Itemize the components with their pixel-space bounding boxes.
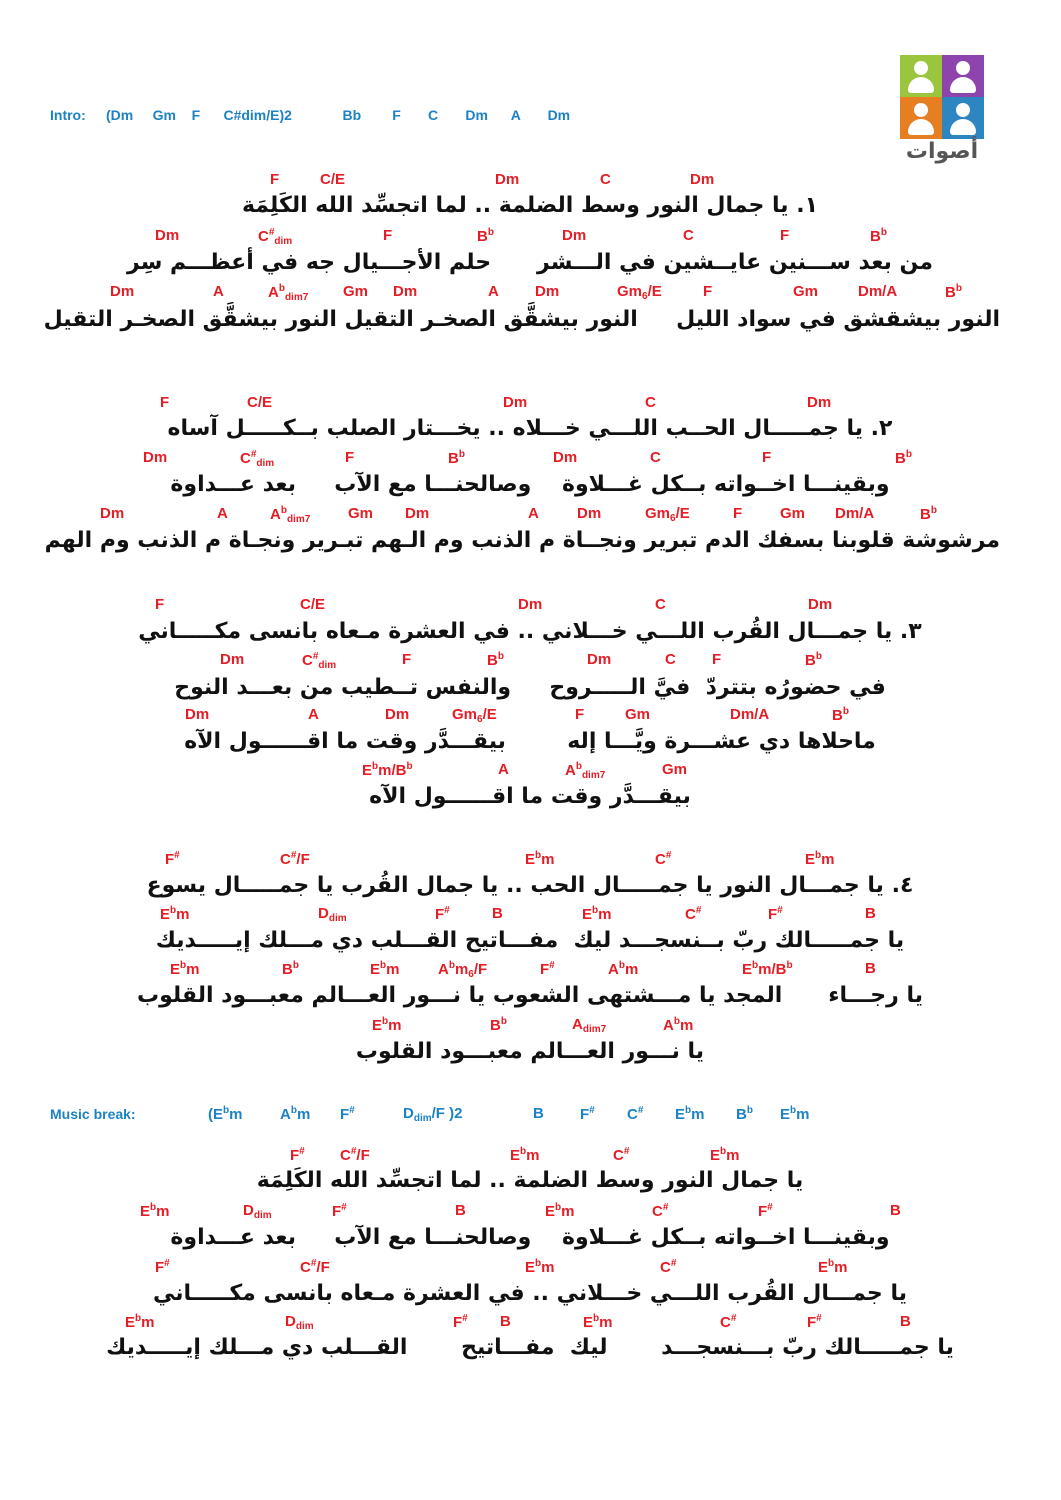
lyric-line: من بعد ســـنين عايــشين في الـــشر حلم الأجـــيال جه في أعظـــم سِر xyxy=(127,250,933,275)
chord: $B^b$ xyxy=(487,651,504,669)
chord: $C^{\#}_{dim}$ xyxy=(302,651,337,671)
chord: $E^bm$ xyxy=(370,960,400,978)
chord: $A^bm_6/F$ xyxy=(438,960,488,980)
chord: Dm xyxy=(503,394,528,411)
chord: $E^bm$ xyxy=(675,1105,705,1123)
chord: B xyxy=(455,1202,466,1219)
chord: C/E xyxy=(300,596,326,613)
lyric-line: ماحلاها دي عشـــرة ويَّـــا إله بيقـــدَّر وقت ما اقــــــول الآه xyxy=(184,729,876,754)
chord: B xyxy=(500,1313,511,1330)
chord: $E^bm$ xyxy=(372,1016,402,1034)
chord: $D_{dim}/F$ )2 xyxy=(403,1105,463,1124)
chord: $E^bm$ xyxy=(510,1146,540,1164)
lyric-line: ١. يا جمال النور وسط الضلمة .. لما اتجسِّد الله الكَلِمَة xyxy=(241,193,819,218)
chord: $Gm_6/E$ xyxy=(645,505,690,524)
chord: B xyxy=(492,905,503,922)
chord: Dm xyxy=(110,283,135,300)
chord: F xyxy=(762,449,772,466)
chord: $A^b_{dim7}$ xyxy=(270,505,311,525)
chord: Dm xyxy=(562,227,587,244)
chord: Gm xyxy=(793,283,819,300)
chord: $A^bm$ xyxy=(608,960,639,978)
chord: F xyxy=(575,706,585,723)
chord: F xyxy=(155,596,165,613)
chord: B xyxy=(533,1105,544,1122)
chord: $D_{dim}$ xyxy=(285,1313,314,1332)
chord: A xyxy=(308,706,319,723)
chord: $A^bm$ xyxy=(663,1016,694,1034)
chord: C# xyxy=(685,905,702,923)
chord: Gm xyxy=(348,505,374,522)
chord: Dm xyxy=(690,171,715,188)
chord: $E^bm$ xyxy=(160,905,190,923)
chord: Gm xyxy=(625,706,651,723)
chord: $E^bm$ xyxy=(583,1313,613,1331)
chord: C# xyxy=(652,1202,669,1220)
chord: $B^b$ xyxy=(477,227,494,245)
chord: $B^b$ xyxy=(832,706,849,724)
chord: C/E xyxy=(247,394,273,411)
chord: F# xyxy=(580,1105,595,1123)
chord: $B^b$ xyxy=(920,505,937,523)
chord: Gm xyxy=(343,283,369,300)
chord: C xyxy=(650,449,661,466)
chord: A xyxy=(498,761,509,778)
chord: F# xyxy=(340,1105,355,1123)
chord: F# xyxy=(165,850,180,868)
chord: $A^b_{dim7}$ xyxy=(565,761,606,781)
chord: F# xyxy=(807,1313,822,1331)
chord: F xyxy=(383,227,393,244)
chord: ($E^bm$ xyxy=(208,1105,243,1123)
lyric-line: يا جمـــــالك ربّ بــنسجـــد ليك مفـــاتيح القـــلب دي مـــلك إيـــــديك xyxy=(155,928,905,953)
chord: C# xyxy=(660,1258,677,1276)
chord: C xyxy=(655,596,666,613)
chord: Dm xyxy=(553,449,578,466)
chord: A xyxy=(528,505,539,522)
lyric-line: وبقينـــا اخــواته بــكل غـــلاوة وصالحنـــا مع الآب بعد عـــداوة xyxy=(170,1225,890,1250)
chord: C xyxy=(645,394,656,411)
chord: F# xyxy=(453,1313,468,1331)
chord: $B^b$ xyxy=(282,960,299,978)
chord: Dm/A xyxy=(858,283,898,300)
chord: F xyxy=(160,394,170,411)
lyric-line: مرشوشة قلوبنا بسفك الدم تبرير ونجــاة م الذنب وم الـهم تبـرير ونجـاة م الذنب وم الهم xyxy=(44,528,1000,553)
chord: $A^b_{dim7}$ xyxy=(268,283,309,303)
chord: Dm xyxy=(185,706,210,723)
chord: B xyxy=(900,1313,911,1330)
chord: C xyxy=(665,651,676,668)
chord: Gm xyxy=(662,761,688,778)
chord: Dm xyxy=(143,449,168,466)
chord: A xyxy=(488,283,499,300)
chord: $E^bm$ xyxy=(125,1313,155,1331)
chord: $D_{dim}$ xyxy=(243,1202,272,1221)
chord: B xyxy=(865,905,876,922)
chord: C# xyxy=(627,1105,644,1123)
lyric-line: يا جمـــال القُرب اللـــي خـــلاني .. في العشرة مـعاه بانسى مكـــــاني xyxy=(153,1281,907,1306)
chord: C#/F xyxy=(340,1146,370,1164)
chord: $E^bm$ xyxy=(545,1202,575,1220)
chord: F# xyxy=(768,905,783,923)
chord: Dm xyxy=(807,394,832,411)
music-break-label: Music break: xyxy=(50,1106,136,1122)
chord: Dm/A xyxy=(835,505,875,522)
chord: $B^b$ xyxy=(895,449,912,467)
chord: $E^bm$ xyxy=(140,1202,170,1220)
lyric-line: وبقينـــا اخــواته بــكل غـــلاوة وصالحنـــا مع الآب بعد عـــداوة xyxy=(170,472,890,497)
chord: F# xyxy=(758,1202,773,1220)
intro-label: Intro: xyxy=(50,107,86,123)
chord: Dm xyxy=(577,505,602,522)
chord: F xyxy=(703,283,713,300)
chord: $B^b$ xyxy=(736,1105,753,1123)
chord: $B^b$ xyxy=(805,651,822,669)
chord: B xyxy=(890,1202,901,1219)
chord: C/E xyxy=(320,171,346,188)
chord: B xyxy=(865,960,876,977)
chord: C#/F xyxy=(280,850,310,868)
lyric-line: ٢. يا جمـــــال الحــب اللـــي خـــلاه .. يخـــتار الصلب بــكـــــل آساه xyxy=(167,416,893,441)
chord: C# xyxy=(655,850,672,868)
chord: Dm xyxy=(385,706,410,723)
chord: $E^bm/B^b$ xyxy=(742,960,793,978)
lyric-line: بيقـــدَّر وقت ما اقــــــول الآه xyxy=(369,784,691,809)
chord: Gm xyxy=(780,505,806,522)
lyric-line: يا نـــور العـــالم معبـــود القلوب xyxy=(355,1039,705,1064)
chord: $C^{\#}_{dim}$ xyxy=(240,449,275,469)
chord: $E^bm$ xyxy=(710,1146,740,1164)
chord: Dm xyxy=(495,171,520,188)
lyric-line: يا رجـــاء المجد يا مـــشتهى الشعوب يا نـــور العـــالم معبـــود القلوب xyxy=(137,983,923,1008)
chord: F xyxy=(402,651,412,668)
chord: C# xyxy=(720,1313,737,1331)
chord: $A^bm$ xyxy=(280,1105,311,1123)
chord: Dm xyxy=(587,651,612,668)
chord: Dm xyxy=(220,651,245,668)
chord: $E^bm$ xyxy=(582,905,612,923)
chord: Dm xyxy=(518,596,543,613)
chord: F# xyxy=(290,1146,305,1164)
chord: Dm xyxy=(535,283,560,300)
intro-chords: (Dm Gm F C#dim/E)2 Bb F C Dm A Dm xyxy=(106,107,571,123)
lyric-line: ٤. يا جمـــال النور يا جمـــــال الحب .. يا جمال القُرب يا جمـــــال يسوع xyxy=(146,873,914,898)
chord: F xyxy=(733,505,743,522)
chord: C xyxy=(600,171,611,188)
chord: A xyxy=(217,505,228,522)
logo xyxy=(895,55,1015,165)
chord: F xyxy=(270,171,280,188)
chord: Dm xyxy=(393,283,418,300)
chord: $A_{dim7}$ xyxy=(572,1016,607,1035)
chord: $B^b$ xyxy=(448,449,465,467)
chord: Dm xyxy=(405,505,430,522)
chord: F xyxy=(345,449,355,466)
lyric-line: النور بيشقشق في سواد الليل النور بيشقَّق الصخـر التقيل النور بيشقَّق الصخـر التقيل xyxy=(43,307,1000,332)
chord: C#/F xyxy=(300,1258,330,1276)
chord: $B^b$ xyxy=(870,227,887,245)
lyric-line: في حضورُه بتتردّ فيَّ الـــــروح والنفس تــطيب من بعـــد النوح xyxy=(174,675,886,700)
chord: F# xyxy=(540,960,555,978)
chord: Dm xyxy=(808,596,833,613)
chord: $E^bm$ xyxy=(805,850,835,868)
chord: F xyxy=(712,651,722,668)
chord: F# xyxy=(155,1258,170,1276)
chord: F xyxy=(780,227,790,244)
chord: C xyxy=(683,227,694,244)
chord: Dm xyxy=(100,505,125,522)
chord: $E^bm/B^b$ xyxy=(362,761,413,779)
chord: $E^bm$ xyxy=(525,850,555,868)
chord: A xyxy=(213,283,224,300)
chord: F# xyxy=(332,1202,347,1220)
chord: Dm xyxy=(155,227,180,244)
chord: $C^{\#}_{dim}$ xyxy=(258,227,293,247)
chord: $E^bm$ xyxy=(780,1105,810,1123)
chord: $B^b$ xyxy=(945,283,962,301)
chord: $Gm_6/E$ xyxy=(617,283,662,302)
chord: Dm/A xyxy=(730,706,770,723)
logo-people-icon xyxy=(900,55,984,139)
lyric-line: ٣. يا جمـــال القُرب اللـــي خـــلاني .. في العشرة مـعاه بانسى مكـــــاني xyxy=(138,619,922,644)
chord: $E^bm$ xyxy=(170,960,200,978)
chord: $Gm_6/E$ xyxy=(452,706,497,725)
logo-word: أصوات xyxy=(905,139,979,164)
chord: $E^bm$ xyxy=(525,1258,555,1276)
chord: $D_{dim}$ xyxy=(318,905,347,924)
lyric-line: يا جمـــــالك ربّ بـــنسجـــد ليك مفـــاتيح القـــلب دي مـــلك إيـــــديك xyxy=(106,1335,954,1360)
chord: C# xyxy=(613,1146,630,1164)
chord: $B^b$ xyxy=(490,1016,507,1034)
chord: $E^bm$ xyxy=(818,1258,848,1276)
chord: F# xyxy=(435,905,450,923)
lyric-line: يا جمال النور وسط الضلمة .. لما اتجسِّد الله الكَلِمَة xyxy=(256,1168,804,1193)
